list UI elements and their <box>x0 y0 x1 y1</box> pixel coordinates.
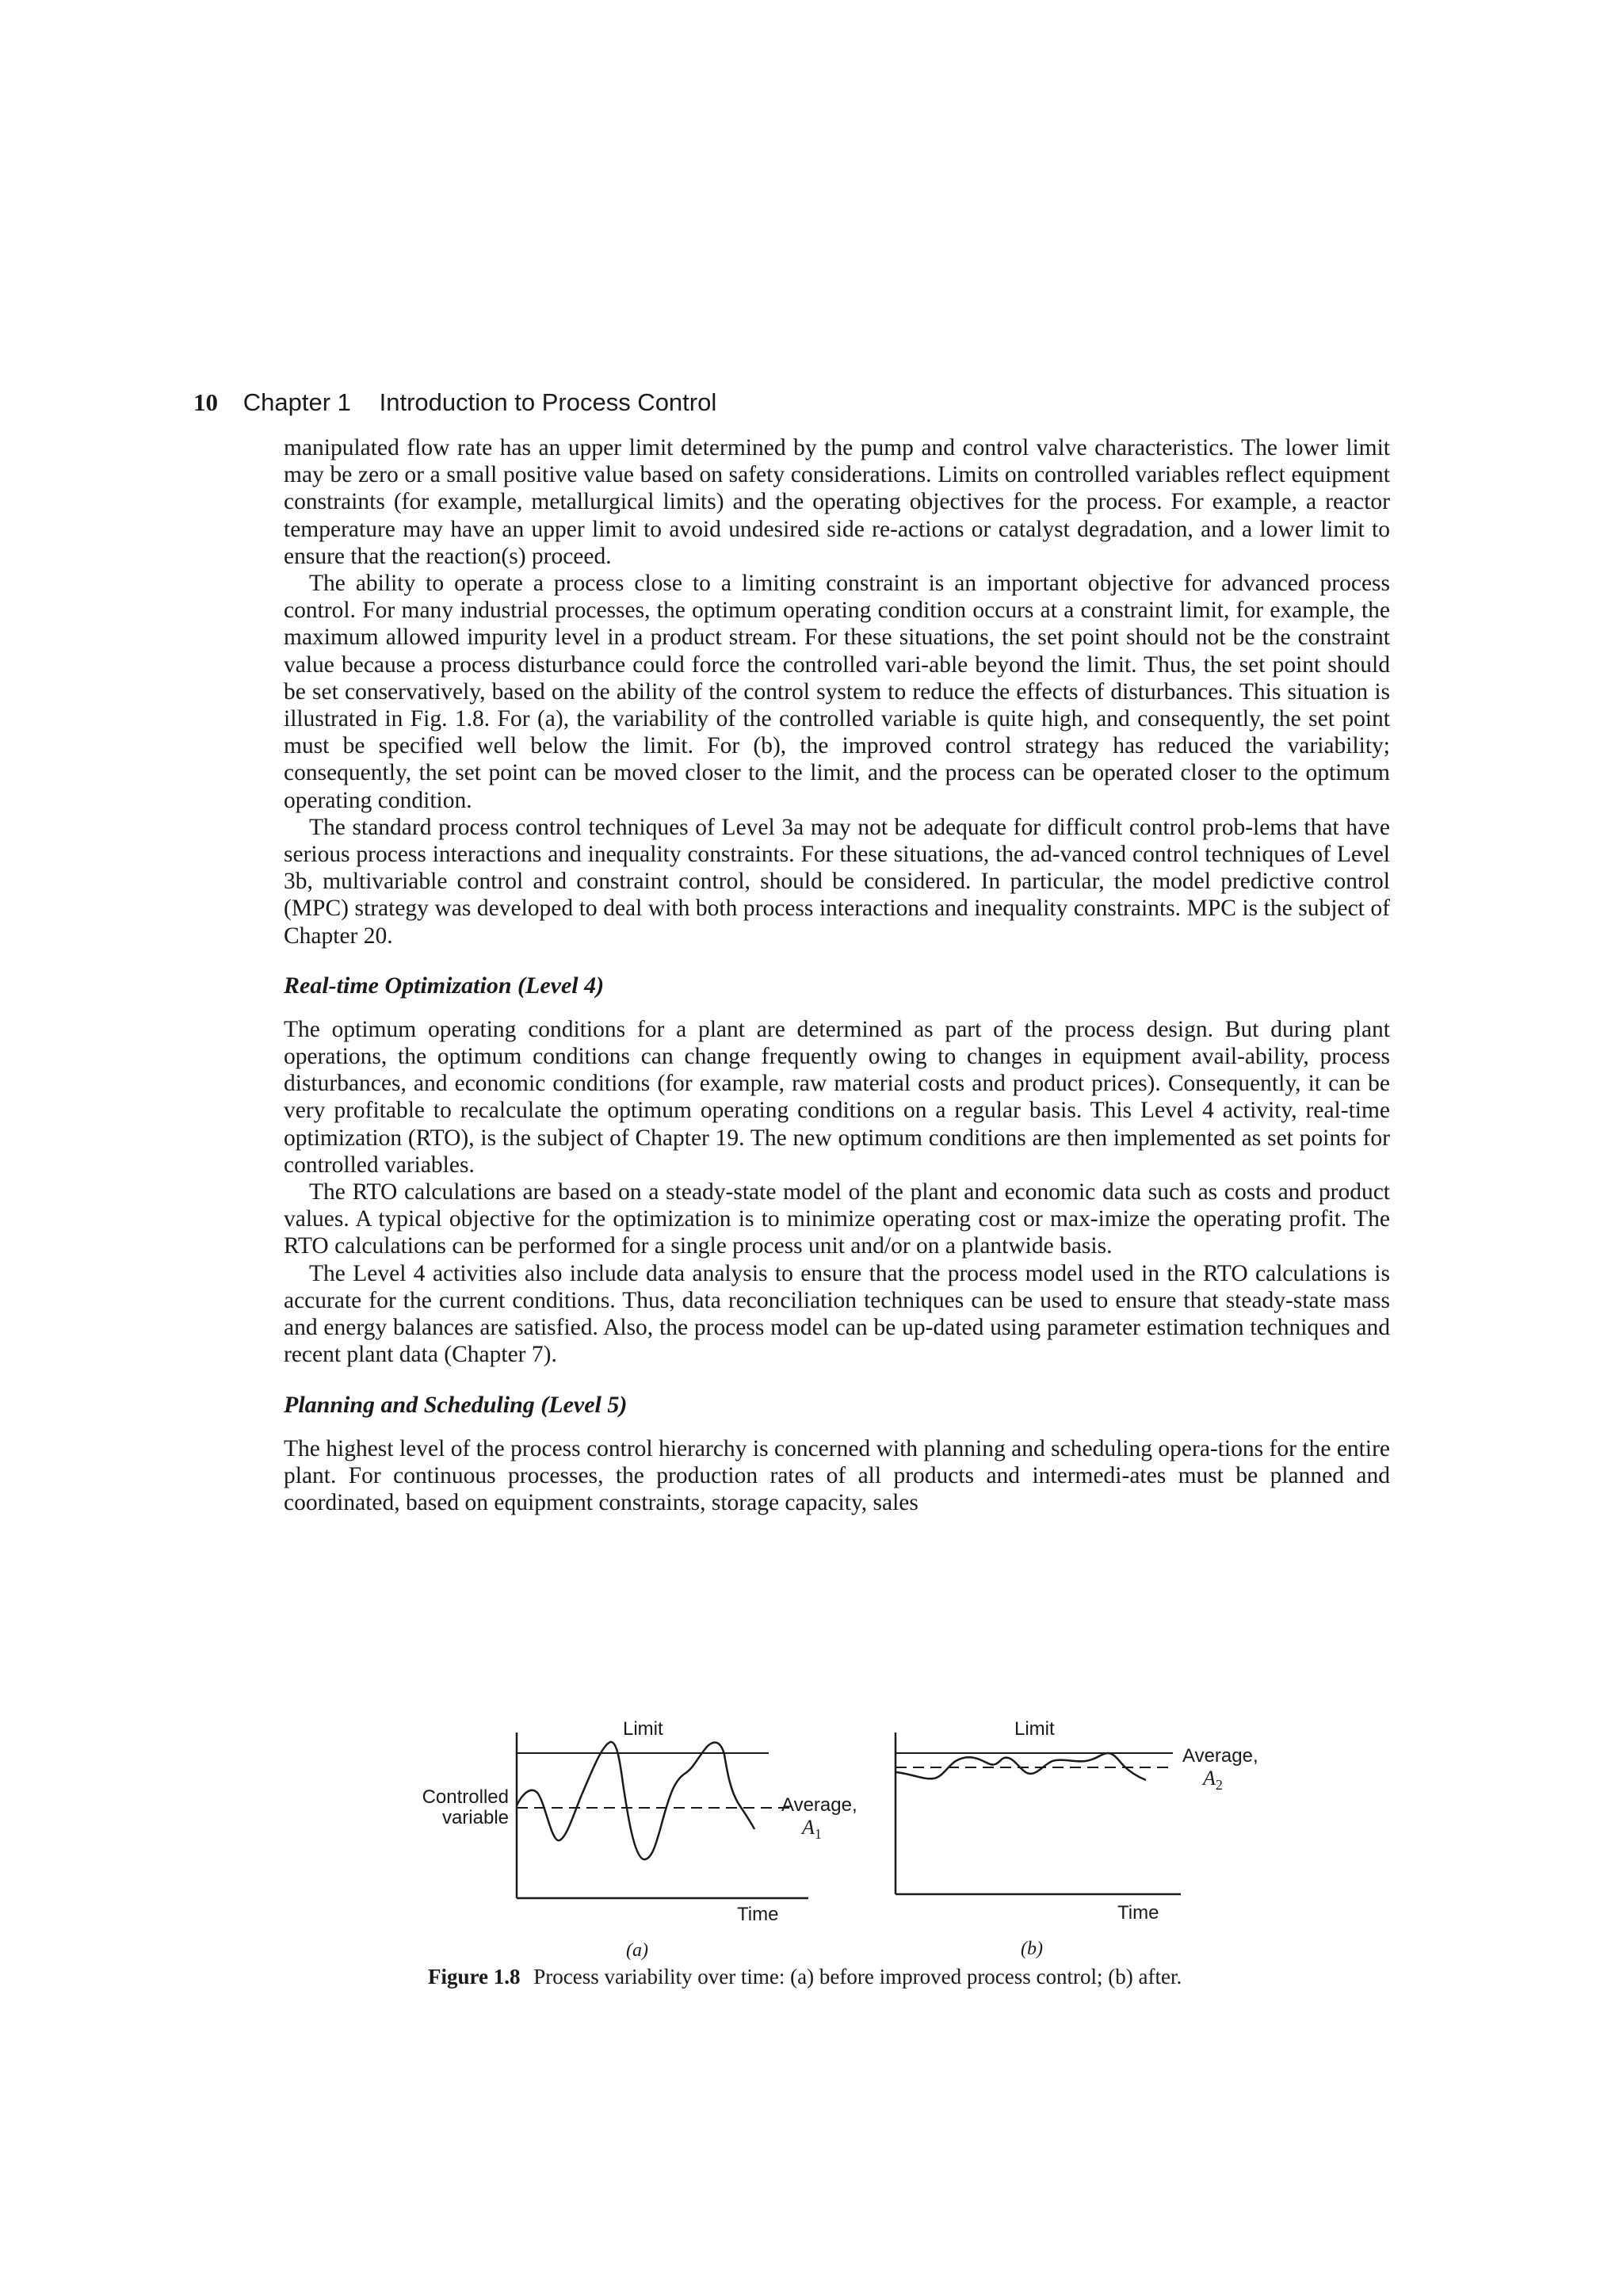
panel-b-tag: (b) <box>1021 1939 1043 1959</box>
panel-b-plot <box>896 1733 1181 1894</box>
figure-caption <box>428 1964 1379 1989</box>
paragraph: The RTO calculations are based on a steady-state model of the plant and economic data such as costs and product values. A typical objective for the optimization is to minimize operating cost or max-imize the operating profit. The RTO calculations can be performed for a single process unit and/or on a plantwide basis. <box>284 1179 1390 1259</box>
section-heading: Planning and Scheduling (Level 5) <box>284 1391 628 1418</box>
paragraph: The standard process control techniques of Level 3a may not be adequate for difficult control prob-lems that have serious process interactions and inequality constraints. For these situations, the ad-vanced control techniques of Level 3b, multivariable control and constraint control, should be considered. In particular, the model predictive control (MPC) strategy was developed to deal with both process interactions and inequality constraints. MPC is the subject of Chapter 20. <box>284 814 1390 949</box>
caption-number: Figure 1.8 <box>428 1965 521 1988</box>
paragraph: The optimum operating conditions for a plant are determined as part of the process design. But during plant operations, the optimum conditions can change frequently owing to changes in equipment avail-ability, process disturbances, and economic conditions (for example, raw material costs and product prices). Consequently, it can be very profitable to recalculate the optimum operating conditions on a regular basis. This Level 4 activity, real-time optimization (RTO), is the subject of Chapter 19. The new optimum conditions are then implemented as set points for controlled variables. <box>284 1016 1390 1178</box>
panel-a-x-label: Time <box>737 1904 779 1925</box>
panel-b-average-label: Average, <box>1182 1745 1258 1767</box>
running-head <box>193 387 1398 418</box>
panel-a-y-label-line2: variable <box>441 1807 509 1828</box>
paragraph: manipulated flow rate has an upper limit determined by the pump and control valve characteristics. The lower limit may be zero or a small positive value based on safety considerations. Limits on controlled variables reflect equipment constraints (for example, metallurgical limits) and the operating objectives for the process. For example, a reactor temperature may have an upper limit to avoid undesired side re-actions or catalyst degradation, and a lower limit to ensure that the reaction(s) proceed. <box>284 435 1390 569</box>
chapter-title: Introduction to Process Control <box>379 388 717 416</box>
paragraph: The ability to operate a process close to a limiting constraint is an important objective for advanced process control. For many industrial processes, the optimum operating condition occurs at a constraint limit, for example, the maximum allowed impurity level in a product stream. For these situations, the set point should not be the constraint value because a process disturbance could force the controlled vari-able beyond the limit. Thus, the set point should be set conservatively, based on the ability of the control system to reduce the effects of disturbances. This situation is illustrated in Fig. 1.8. For (a), the variability of the controlled variable is quite high, and consequently, the set point must be specified well below the limit. For (b), the improved control strategy has reduced the variability; consequently, the set point can be moved closer to the limit, and the process can be operated closer to the optimum operating condition. <box>284 571 1390 813</box>
figure-1-8 <box>396 1704 1284 1989</box>
panel-b-average-symbol: $A_2$ <box>1203 1767 1223 1794</box>
body-text <box>284 434 1390 1516</box>
panel-b-limit-label: Limit <box>1014 1718 1055 1740</box>
caption-text: Process variability over time: (a) before improved process control; (b) after. <box>533 1965 1182 1988</box>
panel-b-x-label: Time <box>1117 1902 1159 1924</box>
panel-a-signal <box>517 1742 754 1859</box>
panel-a-tag: (a) <box>626 1940 648 1961</box>
page-number: 10 <box>193 388 218 416</box>
panel-a-limit-label: Limit <box>623 1718 663 1740</box>
panel-a-average-symbol: $A_1$ <box>802 1816 822 1843</box>
paragraph: The Level 4 activities also include data analysis to ensure that the process model used in the RTO calculations is accurate for the current conditions. Thus, data reconciliation techniques can be used to ensure that steady-state mass and energy balances are satisfied. Also, the process model can be up-dated using parameter estimation techniques and recent plant data (Chapter 7). <box>284 1260 1390 1368</box>
panel-a-y-label-line1: Controlled <box>422 1786 509 1808</box>
panel-a-plot <box>517 1733 808 1898</box>
section-heading: Real-time Optimization (Level 4) <box>284 972 605 999</box>
paragraph: The highest level of the process control hierarchy is concerned with planning and scheduling opera-tions for the entire plant. For continuous processes, the production rates of all products and intermedi-ates must be planned and coordinated, based on equipment constraints, storage capacity, sales <box>284 1435 1390 1515</box>
chapter-label: Chapter 1 <box>242 388 351 416</box>
panel-a-average-label: Average, <box>781 1794 857 1816</box>
